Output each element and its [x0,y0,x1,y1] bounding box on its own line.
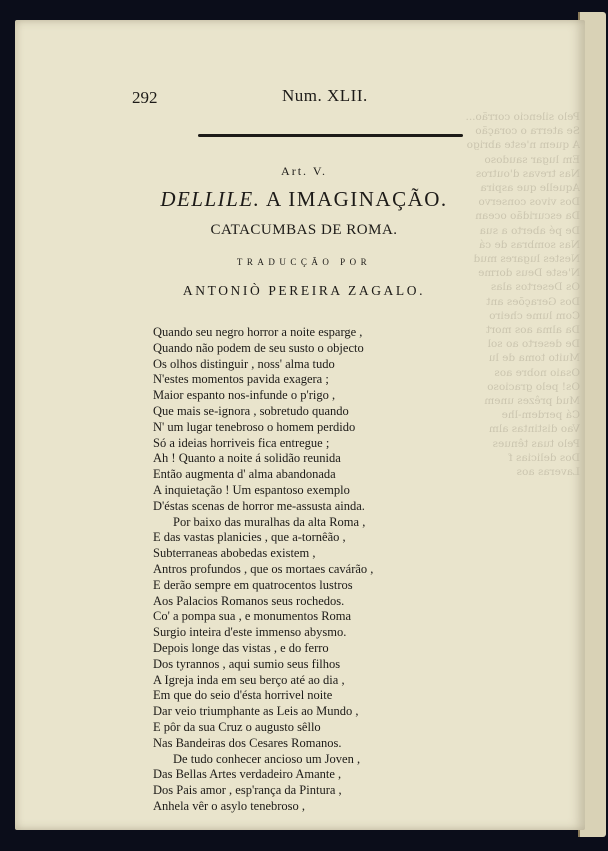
poem-line: Em que do seio d'ésta horrivel noite [153,688,333,703]
poem-line: A Igreja inda em seu berço até ao dia , [153,672,345,687]
poem-line: Anhela vêr o asylo tenebroso , [153,798,306,813]
poem-line: A inquietação ! Um espantoso exemplo [153,482,350,497]
poem-line: Co' a pompa sua , e monumentos Roma [153,609,352,624]
poem-line: N'estes momentos pavida exagera ; [153,372,329,387]
poem-line: Ah ! Quanto a noite á solidão reunida [153,451,341,466]
poem-line: Então augmenta d' alma abandonada [153,467,336,482]
poem-line: Quando seu negro horror a noite esparge , [153,325,363,339]
poem-line: Que mais se-ignora , sobretudo quando [153,403,349,418]
poem-line: Dos Pais amor , esp'rança da Pintura , [153,783,342,798]
poem-line: D'éstas scenas de horror me-assusta ainda. [153,498,365,513]
poem-line: Quando não podem de seu susto o objecto [153,340,364,355]
poem-line: Por baixo das muralhas da alta Roma , [173,514,366,529]
poem-line: Só a ideias horriveis fica entregue ; [153,435,330,450]
poem-body [153,325,453,815]
poem-line: Dos tyrannos , aqui sumio seus filhos [153,656,341,671]
header-rule [198,134,463,137]
poem-line: Aos Palacios Romanos seus rochedos. [153,593,345,608]
poem-line: Nas Bandeiras dos Cesares Romanos. [153,735,342,750]
title-author: DELLILE. [160,187,261,211]
poem-line: De tudo conhecer ancioso um Joven , [173,751,361,766]
poem-line: Os olhos distinguir , noss' alma tudo [153,356,335,371]
poem-line: Maior espanto nos-infunde o p'rigo , [153,388,336,403]
poem-line: E das vastas planicies , que a-tornêão , [153,530,346,545]
poem-line: Subterraneas abobedas existem , [153,546,316,561]
translator-name: ANTONIÒ PEREIRA ZAGALO. [182,283,426,298]
poem-line: N' um lugar tenebroso o homem perdido [153,419,356,434]
poem-line: Depois longe das vistas , e do ferro [153,640,329,655]
translation-label: TRADUCÇÃO POR [236,257,372,267]
poem-line: E derão sempre em quatrocentos lustros [153,577,353,592]
poem-line: Antros profundos , que os mortaes cavárão , [153,561,374,576]
article-title [0,187,608,212]
title-work: A IMAGINAÇÃO. [266,187,448,211]
poem-line: Das Bellas Artes verdadeiro Amante , [153,767,342,782]
poem-line: Surgio inteira d'este immenso abysmo. [153,625,347,640]
running-head: Num. XLII. [282,86,368,105]
article-subtitle: CATACUMBAS DE ROMA. [210,222,398,238]
poem-line: E pôr da sua Cruz o augusto sêllo [153,719,321,734]
article-label: Art. V. [281,164,327,178]
show-through-text: Pelo silencio corrão... Se aterra o coração A quem n'este abrigo Em lugar saudoso Nas trevas d'outros Aquelle que aspira Dos vivos conservo Da escuridão ocean De pé aberto a sua Nas sombras de cá Nestes lugares mud N'este Deus dorme Os Desertos alas Dos Gerações ant Com lume cheiro Da alma aos mort De deserto ao sol Muito toma de lu Osaio nobre aos Os! pelo gracioso Mud prêzes unem Cá perdem-lhe Vao distintas alm Pelo tuas tênues Dos delicias f Laveras aos [465,111,580,479]
page-number: 292 [132,88,158,107]
poem-line: Dar veio triumphante as Leis ao Mundo , [153,704,359,719]
